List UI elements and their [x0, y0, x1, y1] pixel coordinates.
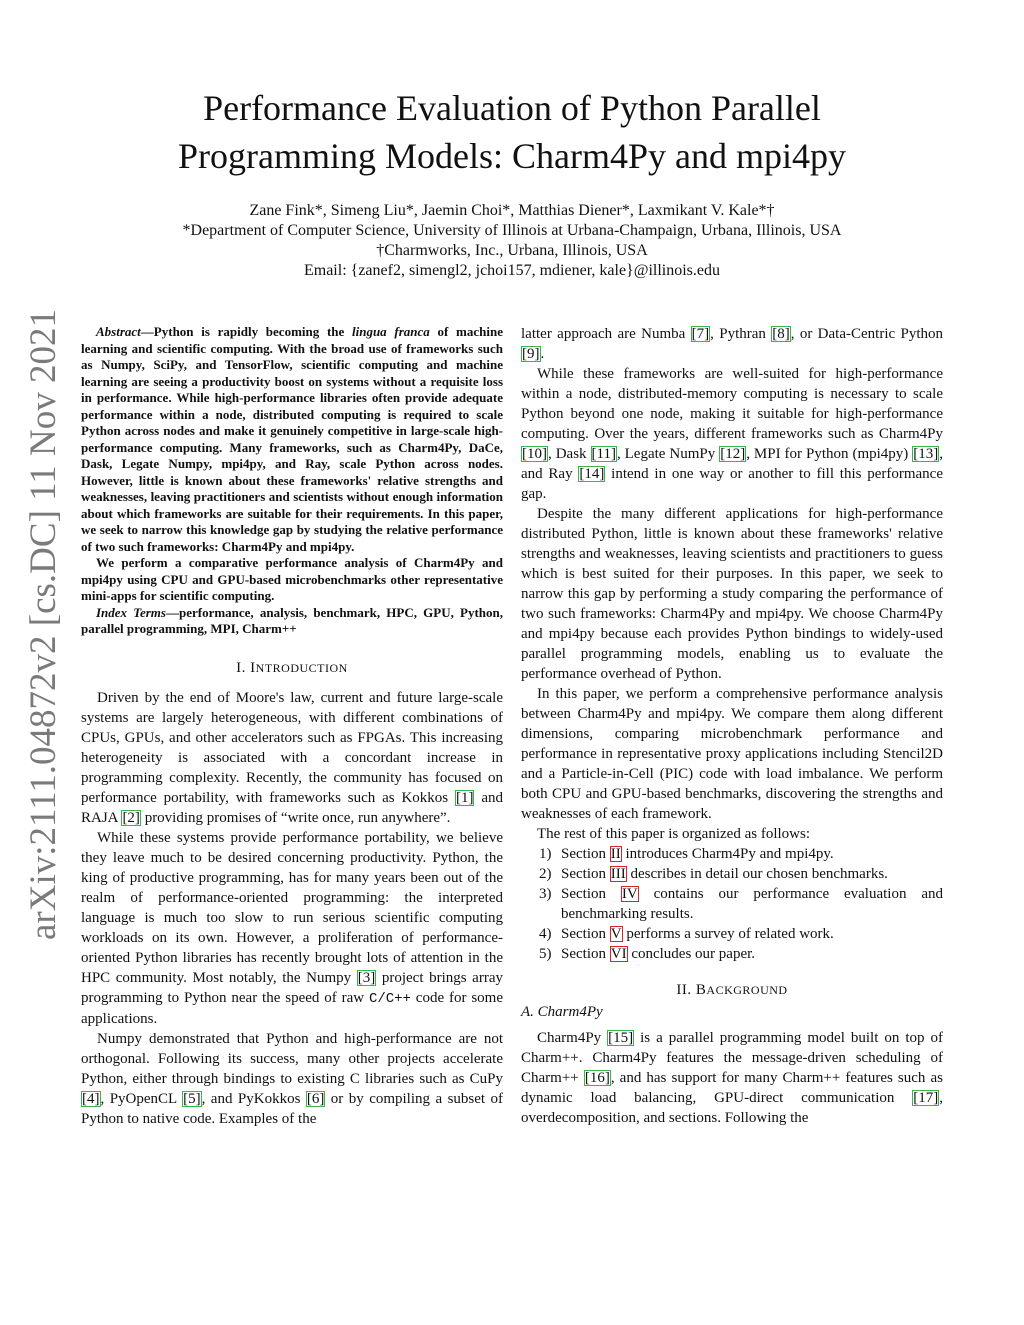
abstract-text: of machine learning and scientific computing. With the broad use of frameworks such as Numpy, SciPy, and TensorFlow, scientific computing and machine learning are seeing a productivity boost on systems without a requisite loss in performance. While high-performance libraries often provide adequate performance within a node, distributed computing is required to scale Python across nodes and make it genuinely competitive in large-scale high-performance computing. Many frameworks, such as Charm4Py, DaCe, Dask, Legate Numpy, mpi4py, and Ray, scale Python across nodes. However, little is known about these frameworks' relative strengths and weaknesses, leaving practitioners and scientists without enough information about which frameworks are suitable for their requirements. In this paper, we seek to narrow this knowledge gap by studying the relative performance of two such frameworks: Charm4Py and mpi4py.	[81, 324, 503, 554]
body-text: project brings array programming to Python near the speed of raw	[81, 969, 503, 1006]
list-item	[521, 864, 943, 884]
section-title-initial: B	[695, 982, 707, 998]
abstract-text: —Python is rapidly becoming the	[140, 324, 352, 339]
section-link[interactable]: V	[610, 926, 622, 942]
list-number: 2)	[539, 866, 552, 882]
citation-link[interactable]: [15]	[608, 1030, 634, 1046]
intro-paragraph-3	[81, 1029, 503, 1129]
body-text: providing promises of “write once, run anywhere”.	[140, 809, 451, 826]
subsection-heading-charm4py: A. Charm4Py	[521, 1004, 603, 1020]
title-line-2: Programming Models: Charm4Py and mpi4py	[178, 136, 846, 176]
citation-link[interactable]: [3]	[357, 969, 376, 986]
index-terms-label: Index Terms	[96, 604, 166, 620]
left-column	[81, 324, 503, 1129]
right-column	[521, 324, 943, 1128]
section-link[interactable]: VI	[610, 946, 627, 962]
citation-link[interactable]: [10]	[522, 446, 547, 462]
inline-code: C/C++	[368, 990, 411, 1007]
list-number: 3)	[539, 886, 552, 902]
citation-link[interactable]: [12]	[720, 446, 746, 462]
section-heading-introduction	[81, 658, 503, 678]
citation-link[interactable]: [7]	[691, 326, 710, 342]
index-terms-text: —performance, analysis, benchmark, HPC, GPU, Python, parallel programming, MPI, Charm++	[81, 604, 503, 636]
citation-link[interactable]: [2]	[122, 809, 140, 826]
body-text: introduces Charm4Py and mpi4py.	[621, 846, 834, 862]
body-text: contains our performance evaluation and benchmarking results.	[561, 886, 943, 922]
right-paragraph-5	[521, 1028, 943, 1128]
body-text: , and Ray	[521, 446, 944, 482]
list-number: 1)	[539, 846, 552, 862]
abstract-paragraph-1	[81, 324, 503, 555]
list-item	[521, 844, 943, 864]
body-text: Numpy demonstrated that Python and high-performance are not orthogonal. Following its success, many other projects accelerate Python, either through bindings to existing C libraries such as CuPy	[81, 1030, 503, 1087]
abstract-label: Abstract	[96, 324, 141, 339]
body-text: is a parallel programming model built on top of Charm++. Charm4Py features the message-driven scheduling of Charm++	[521, 1030, 943, 1086]
right-paragraph-4: The rest of this paper is organized as follows:	[537, 826, 810, 842]
citation-link[interactable]: [13]	[913, 446, 939, 462]
section-number: I.	[236, 659, 246, 676]
body-text: Section	[561, 946, 610, 962]
right-paragraph-3: In this paper, we perform a comprehensive performance analysis between Charm4Py and mpi4py. We compare them along different dimensions, comparing microbenchmark performance and performance in representative proxy applications including Stencil2D and a Particle-in-Cell (PIC) code with load imbalance. We perform both CPU and GPU-based benchmarks, discovering the strengths and weaknesses of each framework.	[521, 686, 943, 822]
body-text: Section	[561, 926, 610, 942]
intro-paragraph-2	[81, 828, 503, 1029]
abstract-emphasis: lingua franca	[352, 324, 430, 339]
citation-link[interactable]: [1]	[455, 789, 474, 806]
body-text: , Pythran	[710, 326, 772, 342]
body-text: , Legate NumPy	[616, 446, 720, 462]
index-terms	[81, 605, 503, 638]
body-text: Charm4Py	[537, 1030, 608, 1046]
section-title-initial: I	[250, 659, 256, 676]
body-text: , and PyKokkos	[201, 1090, 306, 1107]
right-paragraph-1	[521, 364, 943, 504]
body-text: intend in one way or another to fill this performance gap.	[521, 466, 943, 502]
body-text: .	[540, 346, 545, 362]
section-link[interactable]: II	[610, 846, 621, 862]
list-item	[521, 924, 943, 944]
body-text: , PyOpenCL	[100, 1090, 183, 1107]
citation-link[interactable]: [14]	[579, 466, 605, 482]
citation-link[interactable]: [6]	[306, 1090, 325, 1107]
section-heading-background	[521, 980, 943, 1000]
author-names: Zane Fink*, Simeng Liu*, Jaemin Choi*, Matthias Diener*, Laxmikant V. Kale*†	[249, 202, 775, 219]
right-paragraph-2: Despite the many different applications for high-performance distributed Python, little is known about these frameworks' relative strengths and weaknesses, leaving scientists and practitioners to guess which is best suited for their purposes. In this paper, we seek to narrow this gap by performing a study comparing the performance of two such frameworks: Charm4Py and mpi4py. We choose Charm4Py and mpi4py because each provides Python bindings to widely-used parallel programming models, enabling us to evaluate the performance overhead of Python.	[521, 506, 943, 682]
citation-link[interactable]: [5]	[183, 1090, 201, 1107]
body-text: concludes our paper.	[627, 946, 756, 962]
citation-link[interactable]: [9]	[522, 346, 540, 362]
affiliation-1: *Department of Computer Science, University of Illinois at Urbana-Champaign, Urbana, Illinois, USA	[182, 222, 842, 239]
section-title-rest: NTRODUCTION	[255, 660, 348, 675]
paper-outline-list	[521, 844, 943, 964]
section-link[interactable]: III	[610, 866, 626, 882]
body-text: , Dask	[548, 446, 591, 462]
body-text: Section	[561, 866, 610, 882]
body-text: code for some applications.	[81, 989, 503, 1027]
body-text: latter approach are Numba	[521, 326, 691, 342]
body-text: Section	[561, 846, 610, 862]
body-text: While these frameworks are well-suited for high-performance within a node, distributed-memory computing is necessary to scale Python beyond one node, making it suitable for high-performance computing. Over the years, different frameworks such as Charm4Py	[521, 366, 943, 442]
author-emails: Email: {zanef2, simengl2, jchoi157, mdiener, kale}@illinois.edu	[303, 262, 721, 279]
body-text: , and has support for many Charm++ features such as dynamic load balancing, GPU-direct communication	[521, 1070, 943, 1106]
list-item	[521, 944, 943, 964]
abstract	[81, 324, 503, 638]
right-paragraph-0	[521, 324, 943, 364]
list-item	[521, 884, 943, 924]
title-line-1: Performance Evaluation of Python Parallel	[203, 88, 821, 128]
section-title-rest: ACKGROUND	[706, 983, 788, 997]
paper-title	[0, 84, 1024, 180]
body-text: , or Data-Centric Python	[790, 326, 944, 342]
intro-paragraph-1	[81, 688, 503, 828]
body-text: Driven by the end of Moore's law, current and future large-scale systems are largely heterogeneous, with different combinations of CPUs, GPUs, and other accelerators such as FPGAs. This increasing heterogeneity is associated with a concordant increase in programming complexity. Recently, the community has focused on performance portability, with frameworks such as Kokkos	[81, 689, 503, 806]
citation-link[interactable]: [16]	[584, 1070, 610, 1086]
citation-link[interactable]: [4]	[82, 1090, 100, 1107]
affiliation-2: †Charmworks, Inc., Urbana, Illinois, USA	[376, 242, 648, 259]
section-link[interactable]: IV	[621, 886, 638, 902]
arxiv-stamp: arXiv:2111.04872v2 [cs.DC] 11 Nov 2021	[23, 309, 64, 940]
body-text: performs a survey of related work.	[622, 926, 834, 942]
abstract-paragraph-2: We perform a comparative performance analysis of Charm4Py and mpi4py using CPU and GPU-based microbenchmarks other representative mini-apps for scientific computing.	[81, 555, 503, 603]
body-text: While these systems provide performance portability, we believe they leave much to be desired concerning productivity. Python, the king of productive programming, has for many years been out of the realm of performance-oriented programming: the interpreted language is much too slow to run serious scientific computing workloads on its own. However, a proliferation of performance-oriented Python libraries has recently brought lots of attention in the HPC community. Most notably, the Numpy	[81, 829, 503, 986]
body-text: describes in detail our chosen benchmarks.	[626, 866, 888, 882]
citation-link[interactable]: [8]	[772, 326, 790, 342]
author-block	[0, 201, 1024, 281]
list-number: 4)	[539, 926, 552, 942]
citation-link[interactable]: [17]	[913, 1090, 939, 1106]
body-text: Section	[561, 886, 621, 902]
citation-link[interactable]: [11]	[591, 446, 616, 462]
list-number: 5)	[539, 946, 552, 962]
body-text: , MPI for Python (mpi4py)	[746, 446, 913, 462]
body-text: or by compiling a subset of Python to native code. Examples of the	[81, 1090, 504, 1127]
section-number: II.	[676, 982, 692, 998]
body-text: and RAJA	[81, 789, 503, 826]
body-text: , overdecomposition, and sections. Following the	[521, 1090, 943, 1126]
